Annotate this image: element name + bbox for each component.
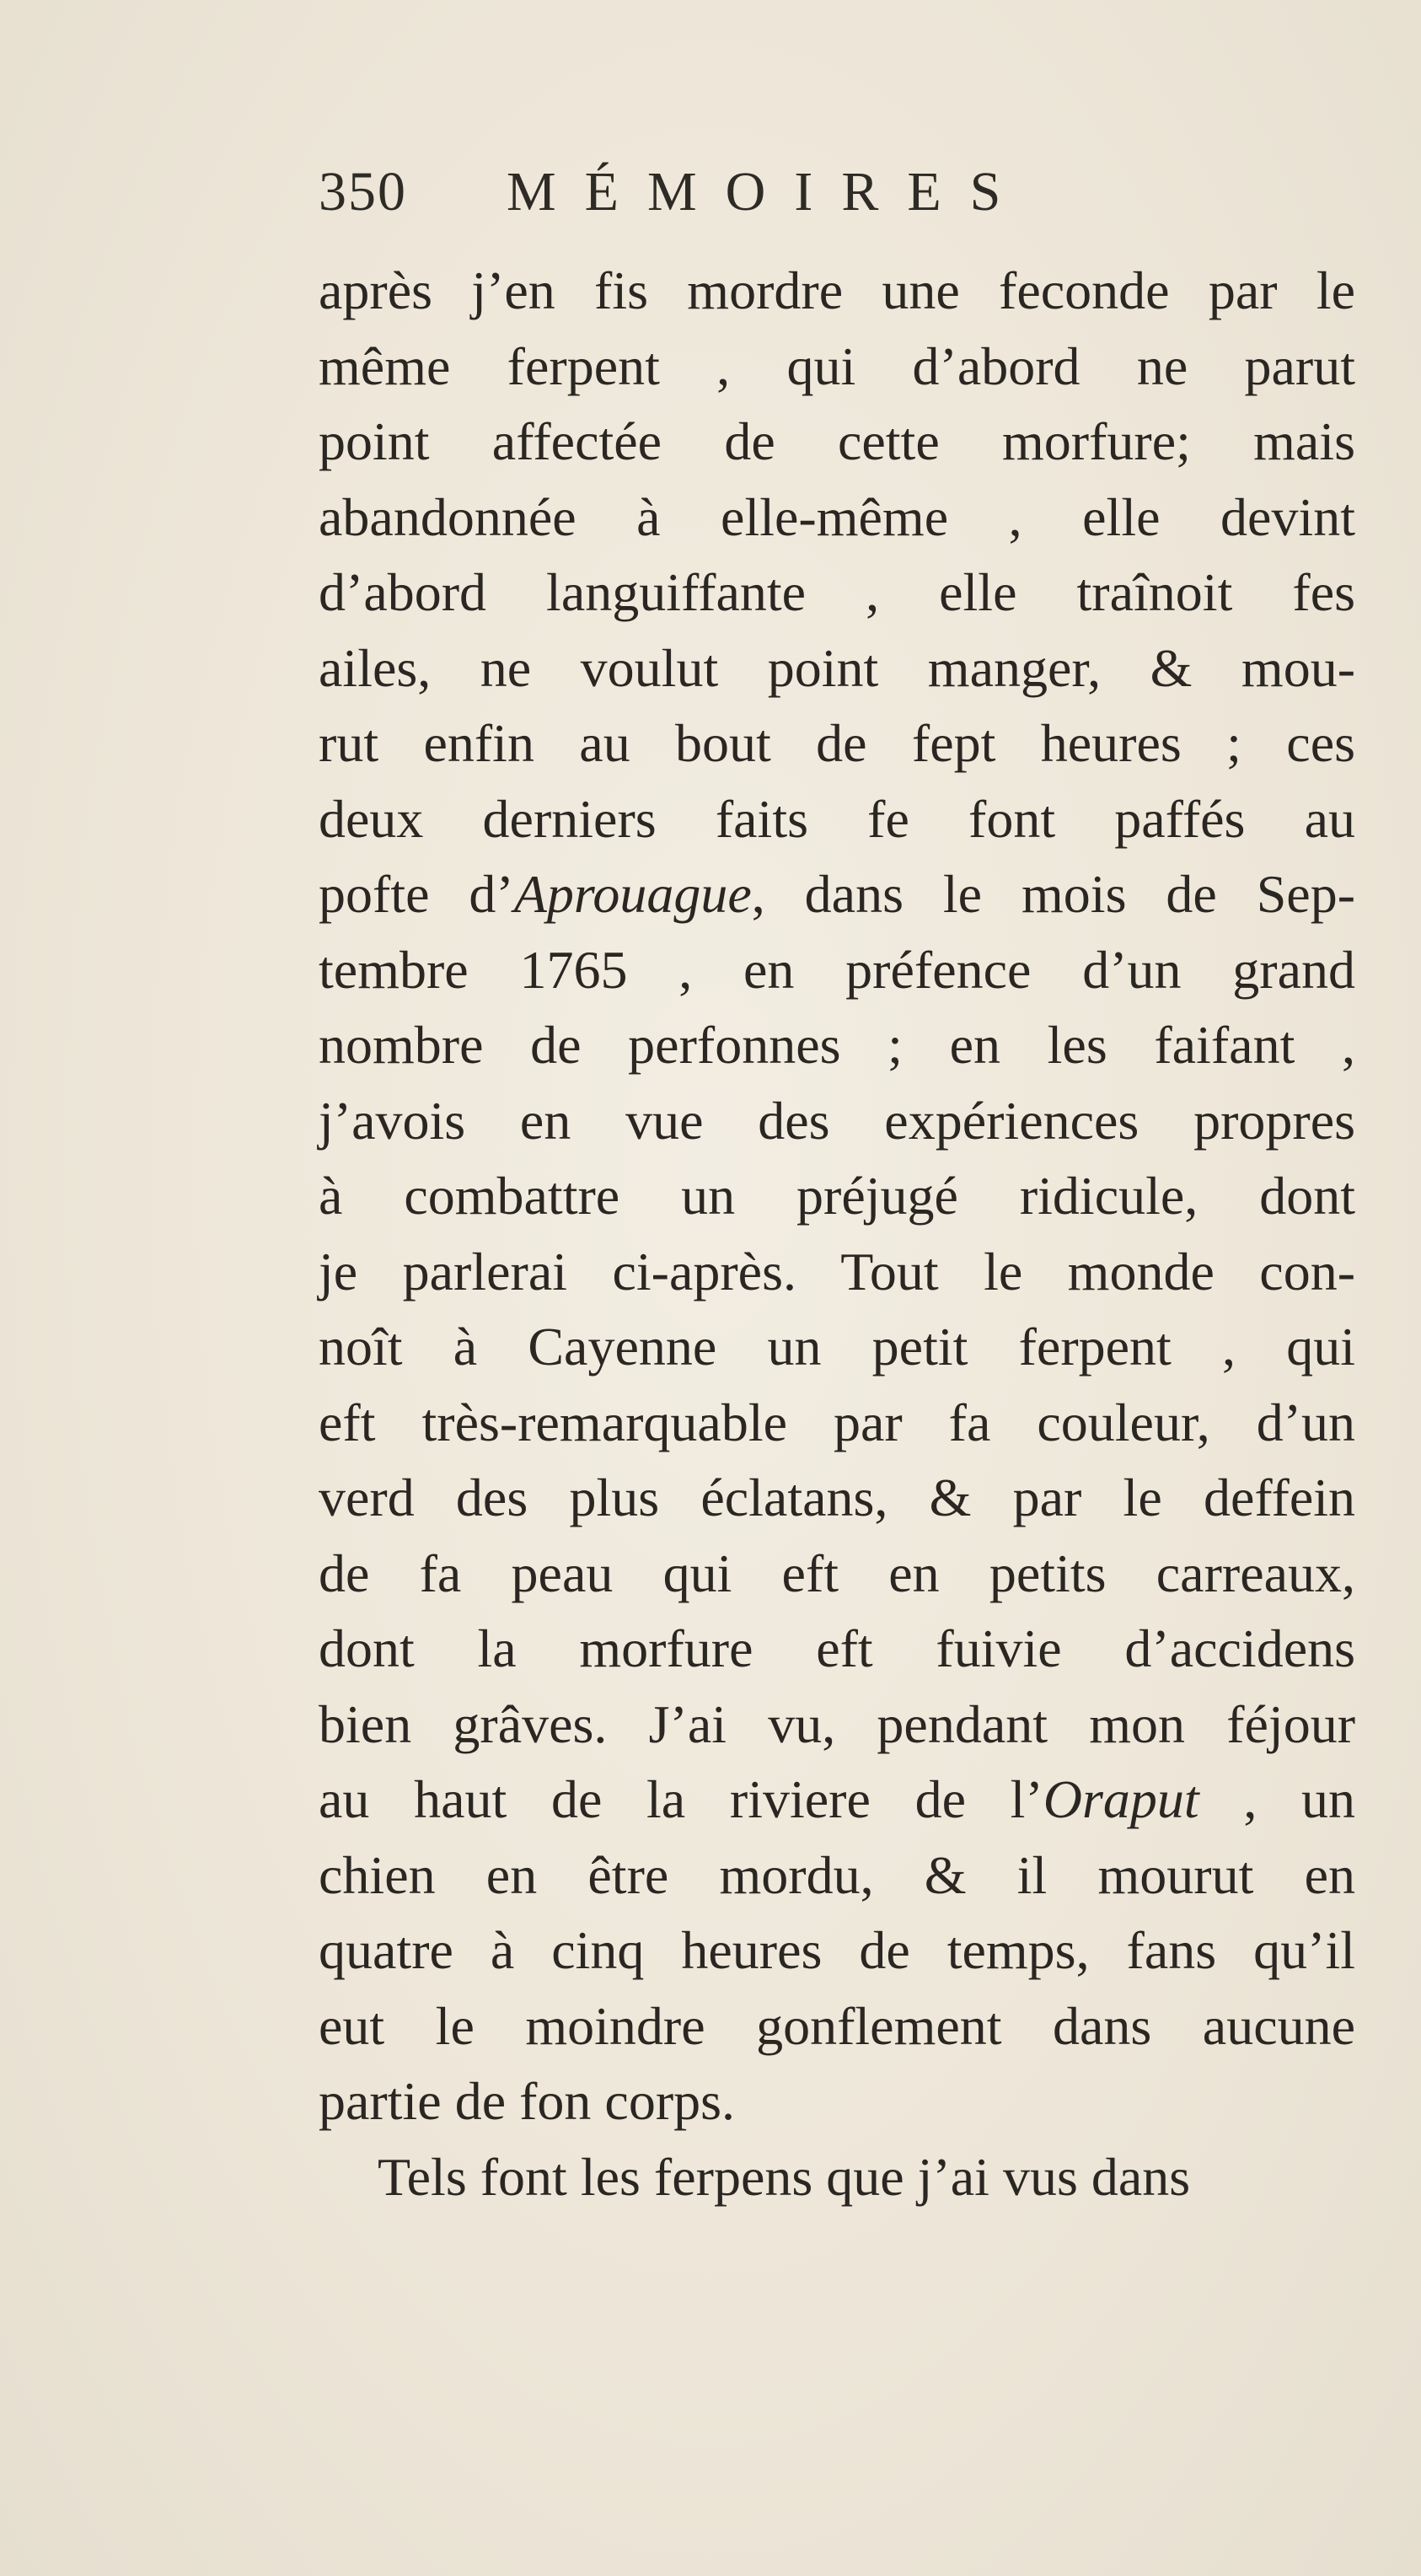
text-segment: après j’en fis mordre une feconde par le — [319, 260, 1355, 320]
text-line — [319, 1460, 1355, 1536]
running-head — [319, 160, 1128, 253]
text-line — [319, 404, 1355, 480]
text-segment: , un — [1198, 1769, 1356, 1829]
text-line — [319, 706, 1355, 781]
text-line — [319, 1007, 1355, 1083]
text-segment: pofte d’ — [319, 864, 514, 924]
text-segment: même ferpent , qui d’abord ne parut — [319, 335, 1355, 396]
text-line — [319, 1762, 1355, 1838]
text-segment: dont la morfure eft fuivie d’accidens — [319, 1618, 1355, 1678]
text-line — [319, 1536, 1355, 1612]
text-line — [319, 1913, 1355, 1988]
text-segment: , dans le mois de Sep- — [751, 864, 1356, 924]
text-line — [319, 856, 1355, 932]
text-segment: eft très-remarquable par fa couleur, d’un — [319, 1392, 1355, 1452]
text-line — [319, 631, 1355, 706]
text-line — [319, 781, 1355, 857]
text-line — [319, 1611, 1355, 1687]
text-segment: point affectée de cette morfure; mais — [319, 411, 1355, 471]
text-line — [319, 555, 1355, 631]
text-segment: d’abord languiffante , elle traînoit fes — [319, 562, 1355, 622]
text-line — [319, 1838, 1355, 1913]
text-line — [319, 1385, 1355, 1461]
text-segment: de fa peau qui eft en petits carreaux, — [319, 1543, 1355, 1603]
text-segment: abandonnée à elle-même , elle devint — [319, 486, 1355, 547]
text-line — [319, 932, 1355, 1008]
text-segment: quatre à cinq heures de temps, fans qu’il — [319, 1920, 1355, 1980]
text-segment: verd des plus éclatans, & par le deffein — [319, 1468, 1355, 1527]
text-segment: je parlerai ci-après. Tout le monde con- — [319, 1241, 1355, 1301]
running-title: MÉMOIRES — [507, 161, 1030, 223]
text-segment: ailes, ne voulut point manger, & mou- — [319, 637, 1355, 698]
text-line — [319, 1309, 1355, 1385]
text-segment: tembre 1765 , en préfence d’un grand — [319, 939, 1355, 1000]
text-segment: Tels font les ferpens que j’ai vus dans — [378, 2146, 1191, 2207]
text-line — [319, 329, 1355, 405]
text-segment: deux derniers faits fe font paffés au — [319, 788, 1355, 849]
text-line — [319, 1158, 1355, 1234]
text-line — [319, 253, 1355, 329]
text-line — [319, 480, 1355, 555]
text-segment: noît à Cayenne un petit ferpent , qui — [319, 1317, 1355, 1377]
text-line — [319, 1234, 1355, 1310]
text-segment: nombre de perfonnes ; en les faifant , — [319, 1015, 1355, 1075]
italic-place-name: Aprouague — [513, 864, 752, 924]
text-line — [319, 2063, 1355, 2139]
text-line — [319, 1988, 1355, 2064]
page-number: 350 — [319, 161, 407, 223]
text-segment: à combattre un préjugé ridicule, dont — [319, 1166, 1355, 1226]
text-segment: rut enfin au bout de fept heures ; ces — [319, 713, 1355, 773]
text-segment: bien grâves. J’ai vu, pendant mon féjour — [319, 1693, 1355, 1754]
text-segment: au haut de la riviere de l’ — [319, 1769, 1043, 1829]
italic-place-name: Oraput — [1043, 1769, 1199, 1829]
text-segment: partie de fon corps. — [319, 2071, 736, 2131]
text-segment: eut le moindre gonflement dans aucune — [319, 1995, 1355, 2056]
body-text — [319, 253, 1355, 2214]
text-segment: j’avois en vue des expériences propres — [319, 1090, 1355, 1151]
text-line — [319, 1083, 1355, 1159]
text-line — [319, 1687, 1355, 1763]
text-line — [319, 2139, 1355, 2215]
text-segment: chien en être mordu, & il mourut en — [319, 1844, 1355, 1905]
